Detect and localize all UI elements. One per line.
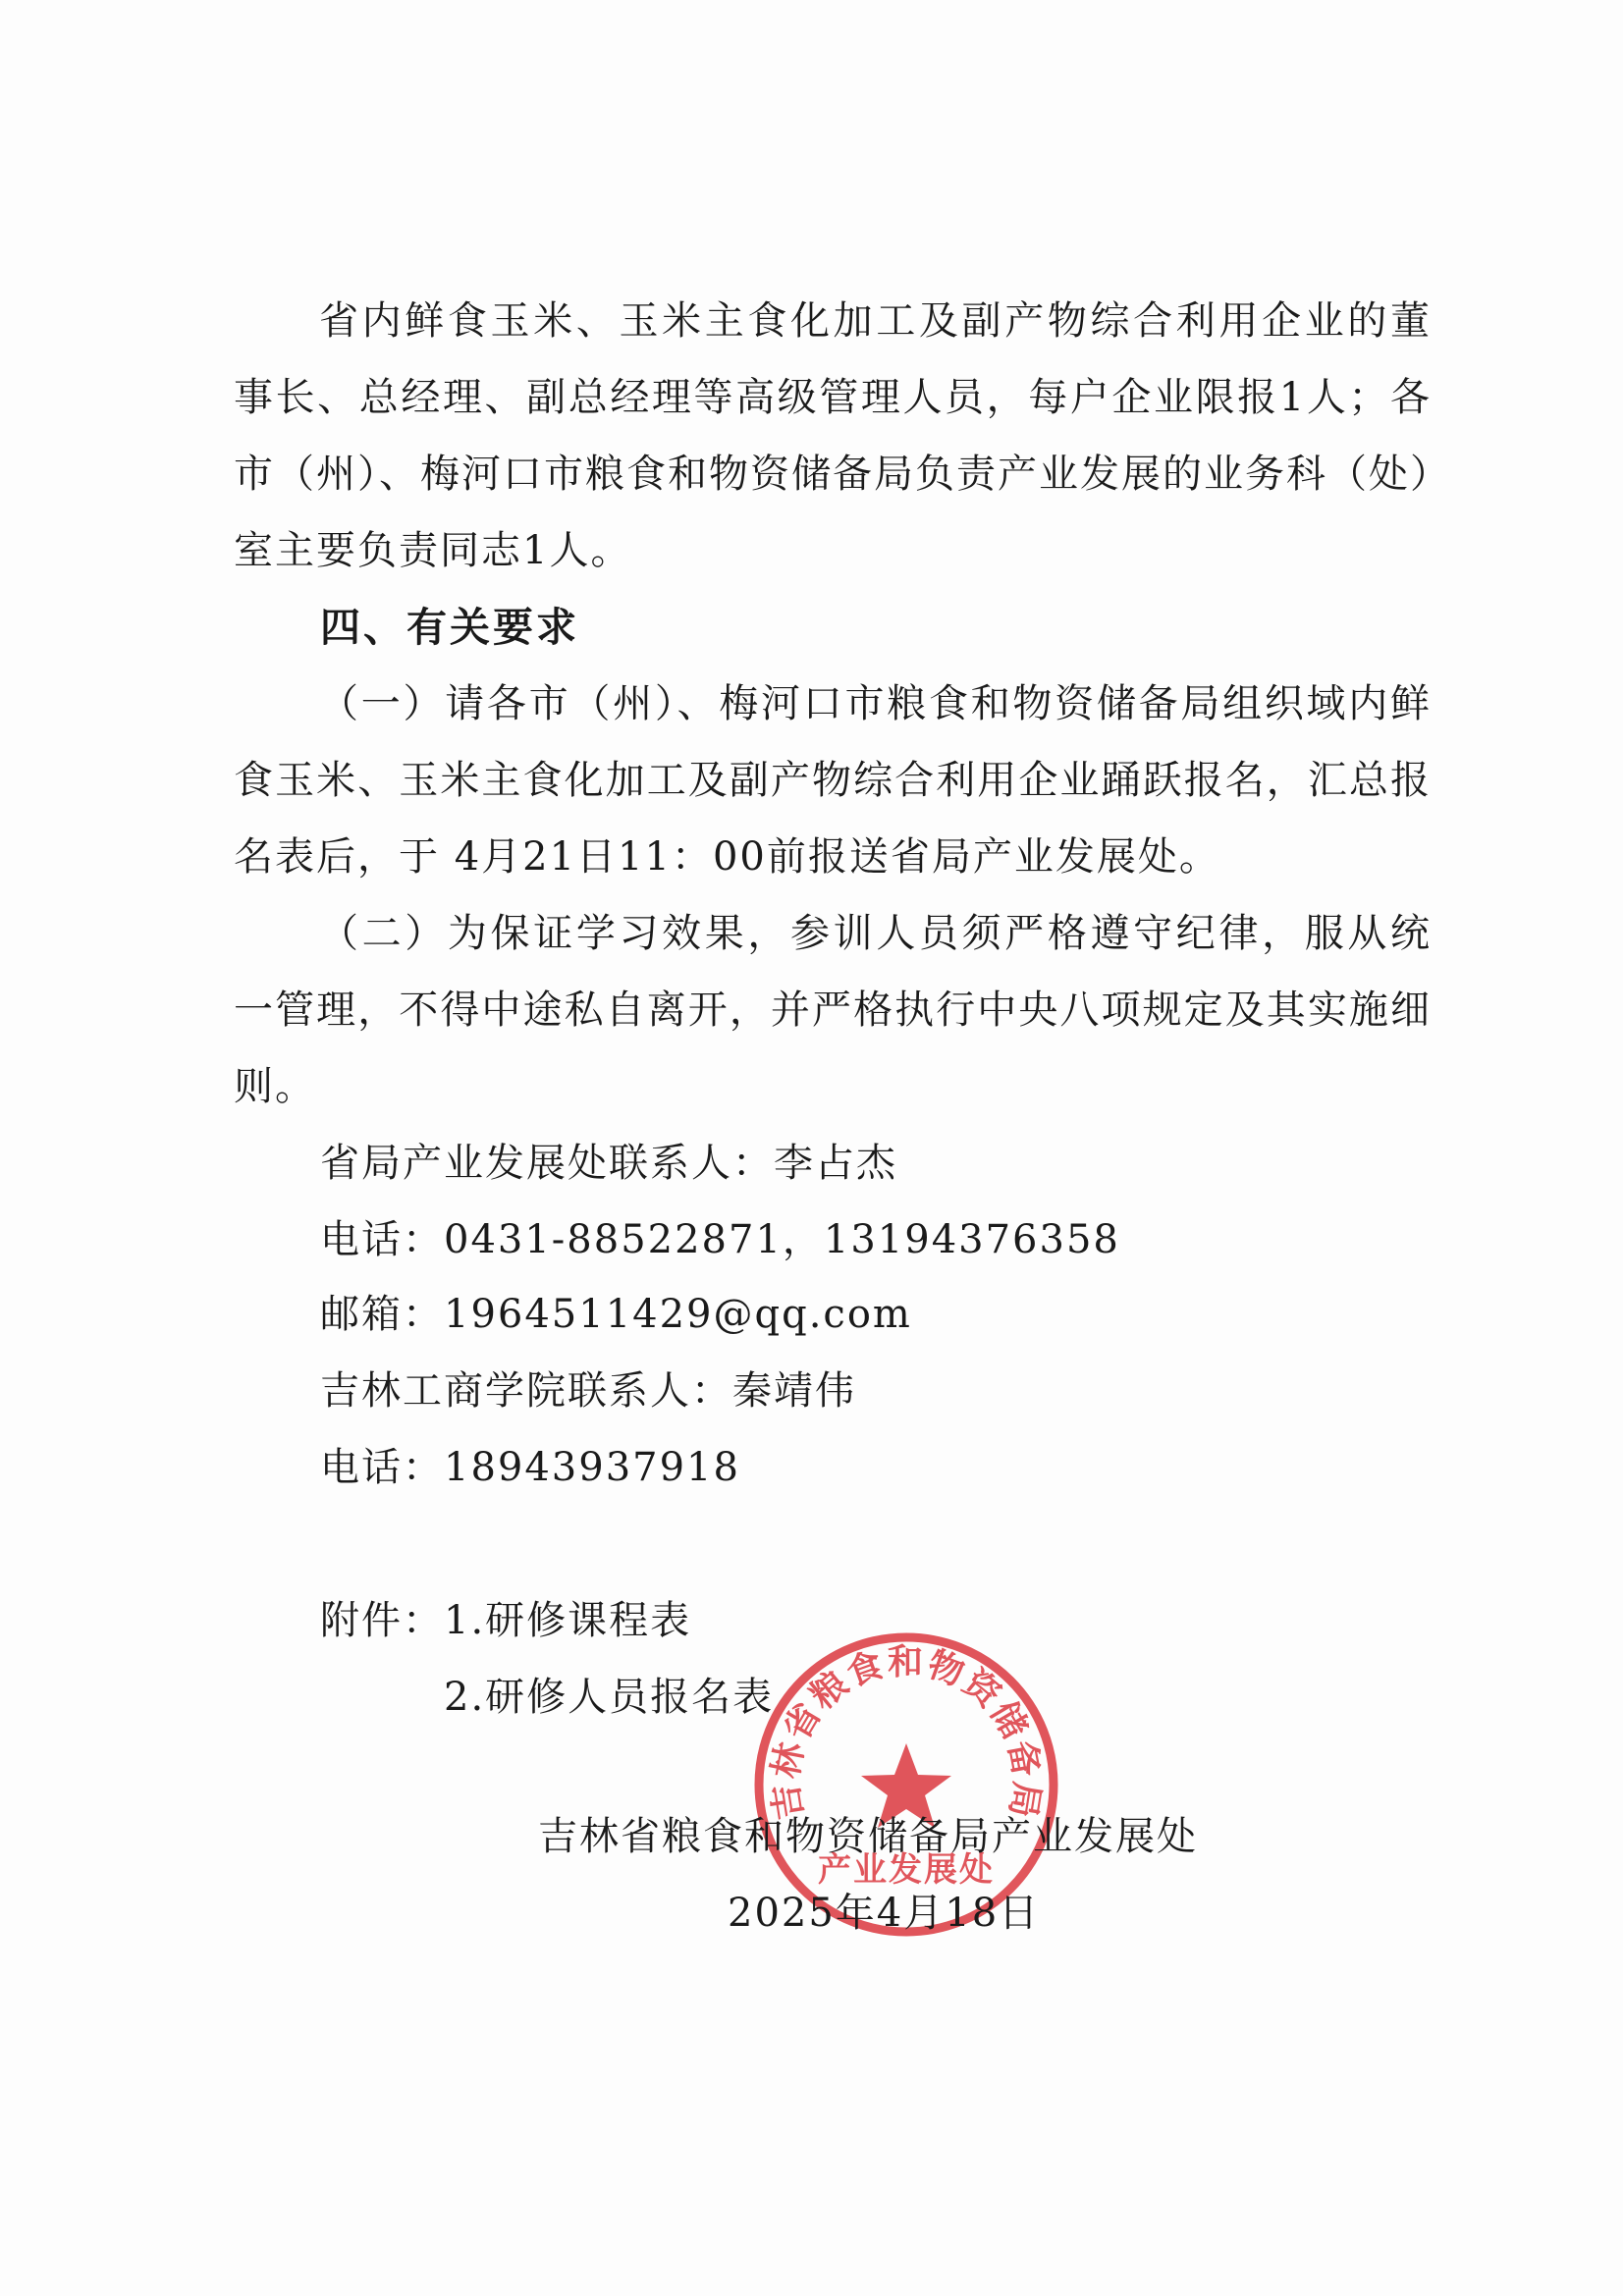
bureau-contact-phone: 电话：0431-88522871，13194376358: [320, 1217, 1120, 1262]
paragraph-participants: 省内鲜食玉米、玉米主食化加工及副产物综合利用企业的董事长、总经理、副总经理等高级管理人员，每户企业限报1人；各市（州）、梅河口市粮食和物资储备局负责产业发展的业务科（处）室主要负责同志1人。: [234, 298, 1432, 573]
seal-outer-text: 吉林省粮食和物资储备局: [765, 1642, 1048, 1823]
section-heading-requirements: 四、有关要求: [320, 604, 579, 651]
attachment-line-1: 附件：1.研修课程表: [320, 1598, 692, 1643]
bureau-contact-person: 省局产业发展处联系人：李占杰: [320, 1141, 897, 1186]
college-contact-phone: 电话：18943937918: [320, 1445, 740, 1490]
paragraph-requirement-1: （一）请各市（州）、梅河口市粮食和物资储备局组织域内鲜食玉米、玉米主食化加工及副产物综合利用企业踊跃报名，汇总报名表后，于 4月21日11：00前报送省局产业发展处。: [234, 681, 1432, 880]
attachment-line-2: 2.研修人员报名表: [444, 1675, 775, 1720]
issuer-signature: 吉林省粮食和物资储备局产业发展处: [538, 1814, 1198, 1859]
seal-inner-text: 产业发展处: [818, 1850, 995, 1890]
paragraph-requirement-2: （二）为保证学习效果，参训人员须严格遵守纪律，服从统一管理，不得中途私自离开，并严格执行中央八项规定及其实施细则。: [234, 911, 1432, 1109]
college-contact-person: 吉林工商学院联系人：秦靖伟: [320, 1368, 856, 1414]
issue-date: 2025年4月18日: [728, 1891, 1041, 1936]
bureau-contact-email: 邮箱：1964511429@qq.com: [320, 1292, 912, 1337]
